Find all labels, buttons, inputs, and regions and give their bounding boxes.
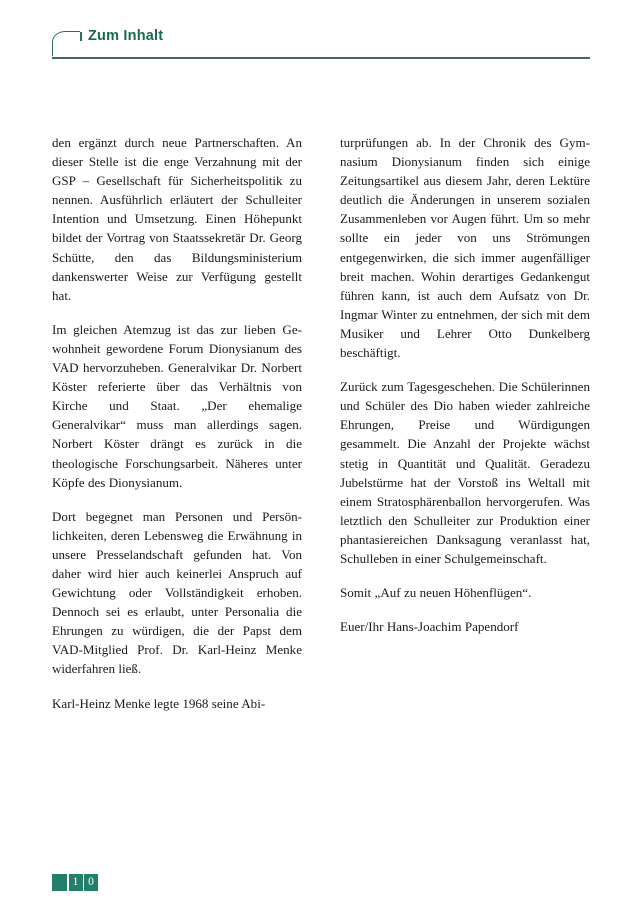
header-divider bbox=[52, 57, 590, 59]
paragraph: den ergänzt durch neue Partnerschaften. An dieser Stelle ist die enge Verzahnung mit der GSP – Gesellschaft für Sicherheitspolitik zu nennen. Ausführlich erläutert der Schulleiter Intention und Umsetzung. Einen Höhepunkt bildet der Vortrag von Staatssekretär Dr. Georg Schütte, den das Bildungsministerium dankenswerter Weise zur Verfügung gestellt hat. bbox=[52, 135, 302, 303]
page-number-digit: 0 bbox=[84, 874, 98, 891]
page-number-digit: 1 bbox=[69, 874, 83, 891]
paragraph: Dort begegnet man Personen und Persönlichkeiten, deren Lebensweg die Erwähnung in unsere Presselandschaft gefunden hat. Von daher wird hier auch keinerlei Anspruch auf Gewichtung oder Vollständigkeit erhoben. Dennoch sei es erlaubt, unter Personalia die Ehrungen zu würdigen, die der Papst dem VAD-Mitglied Prof. Dr. Karl-Heinz Menke widerfahren ließ. bbox=[52, 508, 302, 677]
paragraph: Im gleichen Atemzug ist das zur lieben Gewohnheit gewordene Forum Dionysianum des VAD hervorzuheben. Generalvikar Dr. Norbert Köster referierte über das Verhältnis von Kirche und Staat. „Der ehemalige Generalvikar“ muss man allerdings sagen. Norbert Köster drängt es zurück in die theologische Forschungsarbeit. Näheres unter Köpfe des Dionysianum. bbox=[52, 321, 302, 490]
signature-line: Euer/Ihr Hans-Joachim Papendorf bbox=[340, 619, 519, 635]
paragraph: Karl-Heinz Menke legte 1968 seine Abi- bbox=[52, 695, 266, 711]
paragraph: Somit „Auf zu neuen Höhenflügen“. bbox=[340, 585, 532, 601]
rounded-bracket-icon bbox=[52, 31, 80, 56]
page-number-block bbox=[52, 874, 67, 891]
page-title: Zum Inhalt bbox=[88, 28, 164, 44]
paragraph: Zurück zum Tagesgeschehen. Die Schülerinnen und Schüler des Dio haben wieder zahlreiche Ehrungen, Preise und Würdigungen gesammelt. Die Anzahl der Projekte wächst stetig in Quantität und Qualität. Geradezu Jubelstürme hat der Vorstoß ins Weltall mit einem Stratosphärenballon hervorgerufen. Was letztlich den Schulleiter zur Produktion einer phantasiereichen Danksagung veranlasst hat, Schulleben in einer Schulgemeinschaft. bbox=[340, 379, 590, 566]
page-header bbox=[52, 28, 590, 64]
text-column-right bbox=[340, 133, 590, 636]
paragraph: turprüfungen ab. In der Chronik des Gymnasium Dionysianum finden sich einige Zeitungsartikel aus diesem Jahr, deren Lektüre deutlich die Änderungen in unserem sozialen Zusammenleben vor Augen führt. Um so mehr sollte ein jeder von uns Strömungen entgegenwirken, die sich immer augenfälliger breit machen. Wohin derartiges Gedankengut führen kann, ist auch dem Aufsatz von Dr. Ingmar Winter zu entnehmen, der sich mit dem Musiker und Lehrer Otto Dunkelberg beschäftigt. bbox=[340, 135, 590, 361]
text-column-left bbox=[52, 133, 302, 713]
page-number-badge bbox=[52, 874, 98, 891]
